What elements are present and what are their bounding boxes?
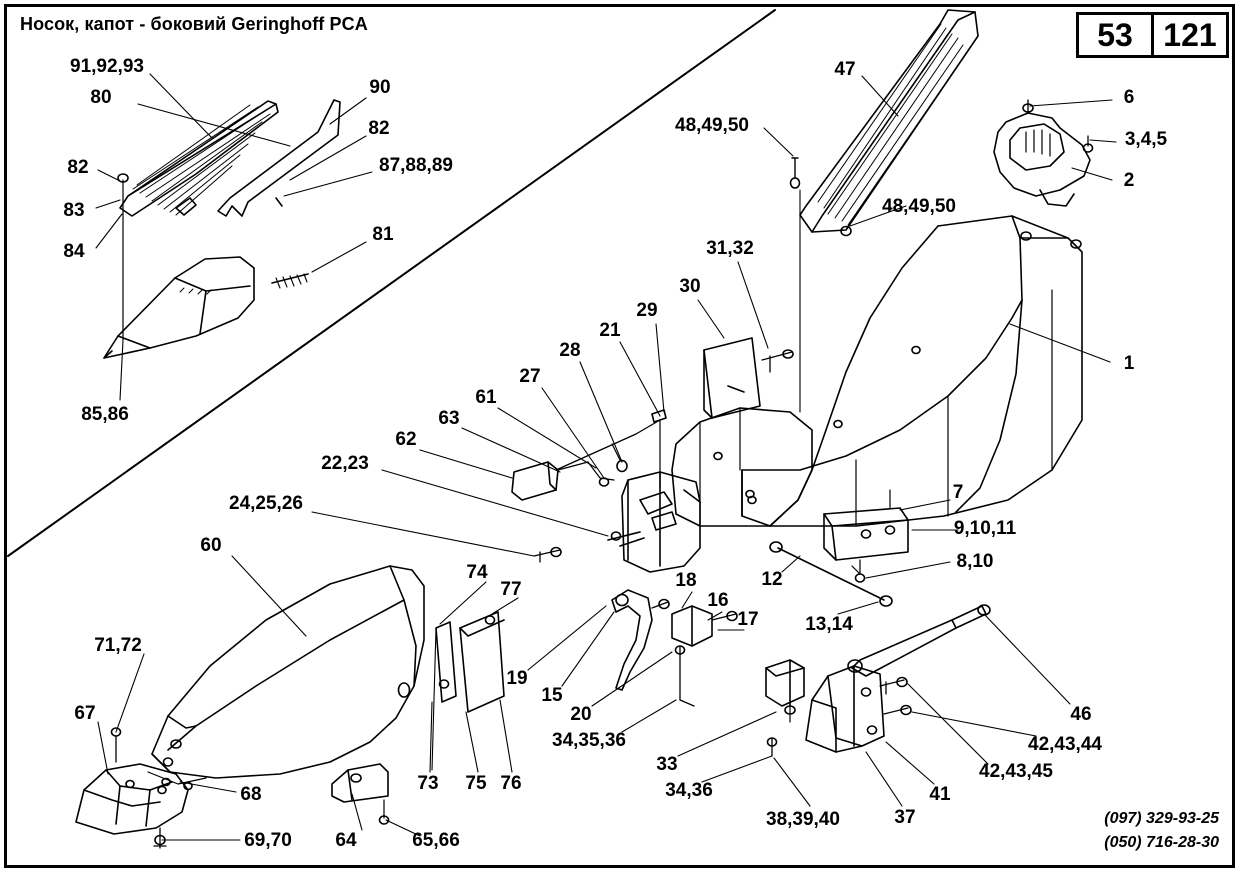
part-callout: 82 (368, 118, 390, 139)
part-callout: 33 (656, 754, 678, 775)
part-callout: 69,70 (244, 830, 292, 851)
part-callout: 22,23 (321, 453, 369, 474)
part-callout: 73 (417, 773, 439, 794)
part-callout: 71,72 (94, 635, 142, 656)
part-callout: 16 (707, 590, 729, 611)
part-callout: 20 (570, 704, 592, 725)
part-callout: 61 (475, 387, 497, 408)
part-callout: 9,10,11 (953, 518, 1017, 539)
part-callout: 34,36 (665, 780, 713, 801)
part-callout: 42,43,45 (979, 761, 1053, 782)
part-callout: 24,25,26 (229, 493, 303, 514)
part-callout: 60 (200, 535, 222, 556)
part-callout: 74 (466, 562, 488, 583)
part-callout: 48,49,50 (675, 115, 749, 136)
section-number: 53 (1097, 16, 1133, 53)
part-callout: 63 (438, 408, 460, 429)
part-callout: 81 (372, 224, 394, 245)
part-callout: 48,49,50 (882, 196, 956, 217)
part-callout: 82 (67, 157, 89, 178)
part-callout: 41 (929, 784, 951, 805)
part-callout: 31,32 (706, 238, 754, 259)
part-callout: 34,35,36 (552, 730, 626, 751)
part-callout: 83 (63, 200, 85, 221)
part-callout: 84 (63, 241, 85, 262)
part-callout: 37 (894, 807, 916, 828)
part-callout: 42,43,44 (1028, 734, 1102, 755)
part-callout: 87,88,89 (379, 155, 453, 176)
part-callout: 8,10 (956, 551, 994, 572)
part-callout: 80 (90, 87, 112, 108)
part-callout: 47 (834, 59, 856, 80)
part-callout: 27 (519, 366, 541, 387)
part-callout: 85,86 (81, 404, 129, 425)
part-callout: 18 (675, 570, 697, 591)
part-callout: 7 (952, 482, 964, 503)
part-callout: 17 (737, 609, 759, 630)
part-callout: 90 (369, 77, 391, 98)
part-callout: 30 (679, 276, 701, 297)
part-callout: 6 (1123, 87, 1135, 108)
part-callout: 68 (240, 784, 262, 805)
part-callout: 64 (335, 830, 357, 851)
part-callout: 2 (1123, 170, 1135, 191)
part-callout: 19 (506, 668, 528, 689)
page-title: Носок, капот - боковий Geringhoff PCA (20, 14, 368, 34)
part-callout: 29 (636, 300, 658, 321)
part-callout: 77 (500, 579, 522, 600)
part-callout: 3,4,5 (1124, 129, 1168, 150)
part-callout: 21 (599, 320, 621, 341)
contact-phone-2: (050) 716-28-30 (1104, 834, 1219, 851)
part-callout: 76 (500, 773, 522, 794)
part-callout: 15 (541, 685, 563, 706)
part-callout: 28 (559, 340, 581, 361)
part-callout: 75 (465, 773, 487, 794)
part-callout: 13,14 (805, 614, 853, 635)
part-callout: 46 (1070, 704, 1092, 725)
part-callout: 67 (74, 703, 96, 724)
part-callout: 1 (1123, 353, 1135, 374)
page-number: 121 (1163, 16, 1217, 53)
part-callout: 38,39,40 (766, 809, 840, 830)
part-callout: 91,92,93 (70, 56, 144, 77)
part-callout: 12 (761, 569, 783, 590)
contact-phone-1: (097) 329-93-25 (1104, 810, 1219, 827)
part-callout: 65,66 (412, 830, 460, 851)
part-callout: 62 (395, 429, 417, 450)
